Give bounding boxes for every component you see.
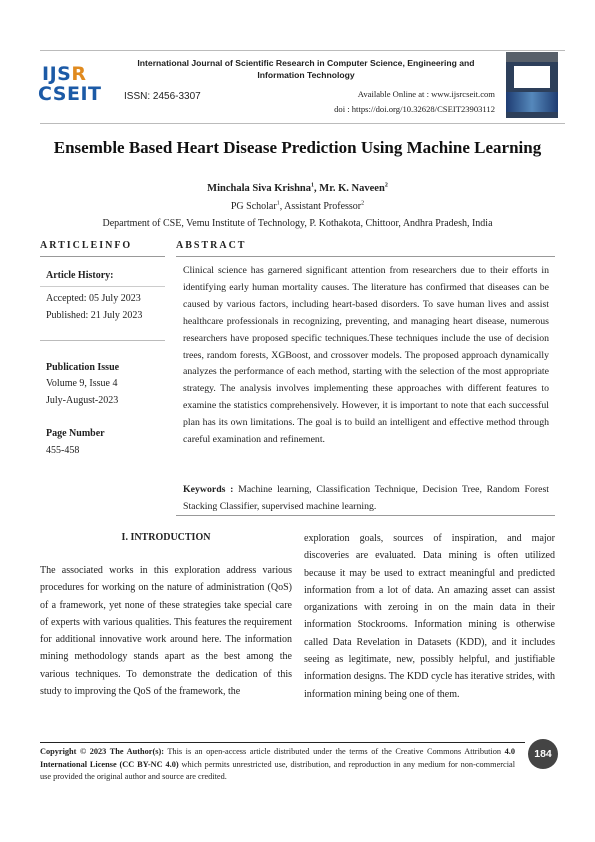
body-column-right: exploration goals, sources of inspiration, and major discoveries are evaluated. Data mining is often utilized because it may be used to extract meaningful and predicted information from a lot of data. An amazing asset can assist organizations with zeroing in on the main data in their information Stockrooms. Information mining is otherwise called Data Revelation in Datasets (KDD), and it includes seeing as legitimate, new, possibly helpful, and justifiable information designs. The KDD cycle has iterative strides, with information mining being one of them. bbox=[304, 533, 555, 700]
issue-date: July-August-2023 bbox=[46, 395, 119, 406]
role-2: Assistant Professor bbox=[284, 201, 362, 212]
available-online-link[interactable]: Available Online at : www.ijsrcseit.com bbox=[357, 89, 495, 99]
author-1: Minchala Siva Krishna bbox=[207, 183, 312, 194]
article-history-heading: Article History: bbox=[46, 270, 114, 281]
article-info-heading: ARTICLEINFO bbox=[40, 240, 133, 251]
role-2-mark: 2 bbox=[361, 200, 365, 207]
history-divider bbox=[40, 286, 165, 287]
accepted-date: Accepted: 05 July 2023 bbox=[46, 293, 141, 304]
logo-text-cseit: CSEIT bbox=[38, 83, 102, 105]
copyright-text-b: which permits unrestricted use, distribution, and reproduction in any medium for non-commercial use provided the original author and source are credited. bbox=[40, 759, 515, 782]
author-2: Mr. K. Naveen bbox=[319, 183, 385, 194]
keywords-list: Machine learning, Classification Technique, Decision Tree, Random Forest Stacking Classifier, supervised machine learning. bbox=[183, 484, 549, 512]
availability-block bbox=[300, 87, 495, 117]
author-separator: , bbox=[314, 183, 320, 194]
keywords-label: Keywords : bbox=[183, 484, 239, 495]
issn: ISSN: 2456-3307 bbox=[124, 91, 201, 102]
author-1-affiliation-mark: 1 bbox=[311, 182, 315, 189]
page-number-badge: 184 bbox=[528, 739, 558, 769]
role-1: PG Scholar bbox=[230, 201, 277, 212]
journal-logo bbox=[38, 64, 108, 108]
doi-link[interactable]: doi : https://doi.org/10.32628/CSEIT23903112 bbox=[334, 104, 495, 114]
published-date: Published: 21 July 2023 bbox=[46, 310, 143, 321]
author-roles bbox=[40, 201, 555, 212]
introduction-heading: I. INTRODUCTION bbox=[121, 532, 211, 543]
footer-divider bbox=[40, 742, 525, 743]
paper-title: Ensemble Based Heart Disease Prediction Using Machine Learning bbox=[53, 138, 542, 157]
body-column-left: The associated works in this exploration address various procedures for working on the nature of administration (QoS) of a framework, yet none of these strategies take special care of experts with various qualities. This features the requirement for additional innovative work around here. The information mining methodology stands apart as the best among the various techniques. To demonstrate the dedication of this study to improving the QoS of the framework, the bbox=[40, 565, 292, 698]
affiliation: Department of CSE, Vemu Institute of Technology, P. Kothakota, Chittoor, Andhra Pradesh, India bbox=[102, 218, 493, 229]
logo-text-r: R bbox=[71, 63, 87, 85]
page-range: 455-458 bbox=[46, 445, 80, 456]
license-link[interactable]: 4.0 International License (CC BY-NC 4.0) bbox=[40, 747, 516, 769]
copyright-text-a: This is an open-access article distributed under the terms of the Creative Commons Attribution bbox=[163, 747, 505, 756]
publication-issue-heading: Publication Issue bbox=[46, 362, 120, 373]
abstract-text: Clinical science has garnered significant attention from researchers due to their efforts in identifying early human mortality causes. The literature has confirmed that diseases can be caused by various factors, including heart-based disorders. To save human lives and assist healthcare professionals in recognizing, preventing, and managing heart disease, numerous researchers have proposed specific techniques.These techniques include the use of decision trees, random forests, XGBoost, and crossover models. The proposed approach dynamically analyzes the performance of each method, starting with the selection of the most appropriate strategy. The analysis involves implementing these approaches with different features to examine the statistics comprehensively. However, it is important to note that each successful plan has its own limitations. The goal is to build an intelligent and effective method through careful examination and refinement. bbox=[183, 265, 549, 446]
volume-issue: Volume 9, Issue 4 bbox=[46, 378, 118, 389]
role-1-mark: 1 bbox=[276, 200, 280, 207]
page-number-heading: Page Number bbox=[46, 428, 105, 439]
author-line bbox=[40, 183, 555, 194]
journal-cover-image bbox=[506, 52, 558, 118]
role-separator: , bbox=[279, 201, 285, 212]
abstract-divider bbox=[176, 256, 555, 257]
copyright-label: Copyright © 2023 The Author(s): bbox=[40, 747, 164, 756]
abstract-heading: ABSTRACT bbox=[176, 240, 247, 251]
journal-name: International Journal of Scientific Research in Computer Science, Engineering and Information Technology bbox=[137, 58, 475, 80]
author-2-affiliation-mark: 2 bbox=[384, 182, 388, 189]
logo-text-ijs: IJS bbox=[42, 63, 72, 85]
keywords bbox=[183, 481, 549, 515]
article-info-divider-2 bbox=[40, 340, 165, 341]
abstract-end-divider bbox=[176, 515, 555, 516]
article-info-divider bbox=[40, 256, 165, 257]
copyright-notice bbox=[40, 746, 515, 784]
